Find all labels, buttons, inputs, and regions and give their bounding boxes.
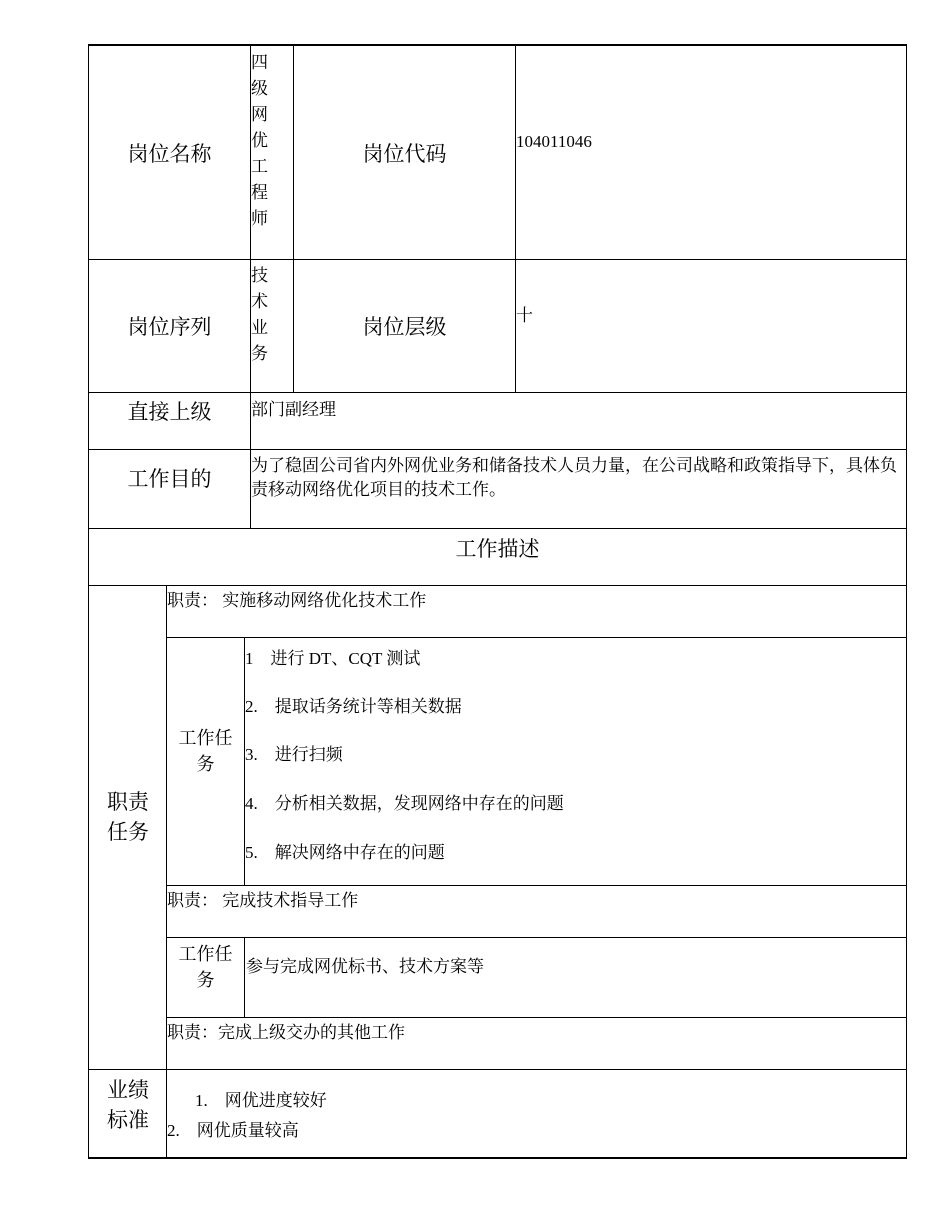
duty-1-task-label: 工作任务 bbox=[178, 728, 233, 774]
task-item: 4. 分析相关数据，发现网络中存在的问题 bbox=[245, 794, 564, 813]
position-name-label: 岗位名称 bbox=[127, 141, 212, 166]
supervisor-value: 部门副经理 bbox=[251, 400, 336, 419]
performance-label: 业绩标准 bbox=[107, 1078, 149, 1132]
purpose-value: 为了稳固公司省内外网优业务和储备技术人员力量，在公司战略和政策指导下，具体负责移动网络优化项目的技术工作。 bbox=[251, 456, 897, 499]
task-item: 3. 进行扫频 bbox=[245, 745, 343, 764]
performance-item: 1. 网优进度较好 bbox=[195, 1091, 327, 1110]
duty-2-task-item: 参与完成网优标书、技术方案等 bbox=[246, 957, 484, 976]
position-code-label: 岗位代码 bbox=[362, 141, 447, 166]
performance-item: 2. 网优质量较高 bbox=[167, 1121, 299, 1140]
level-value: 十 bbox=[516, 306, 533, 325]
duty-3-title: 职责：完成上级交办的其他工作 bbox=[167, 1023, 405, 1042]
purpose-label: 工作目的 bbox=[127, 467, 212, 491]
position-code-value: 104011046 bbox=[516, 132, 592, 151]
sequence-label: 岗位序列 bbox=[127, 315, 212, 339]
task-item: 5. 解决网络中存在的问题 bbox=[245, 843, 445, 862]
duty-1-task-list bbox=[245, 638, 895, 885]
task-item: 1 进行 DT、CQT 测试 bbox=[245, 649, 421, 668]
task-item: 2. 提取话务统计等相关数据 bbox=[245, 697, 462, 716]
duty-2-task-label: 工作任务 bbox=[178, 944, 233, 990]
duty-1-title: 职责： 实施移动网络优化技术工作 bbox=[167, 591, 427, 610]
duties-label: 职责任务 bbox=[107, 790, 149, 844]
level-label: 岗位层级 bbox=[362, 315, 447, 339]
description-title: 工作描述 bbox=[455, 537, 540, 561]
position-name-value: 四级网优工程师 bbox=[251, 53, 268, 228]
sequence-value: 技术业务 bbox=[251, 266, 268, 363]
supervisor-label: 直接上级 bbox=[127, 400, 212, 424]
duty-2-title: 职责： 完成技术指导工作 bbox=[167, 891, 359, 910]
